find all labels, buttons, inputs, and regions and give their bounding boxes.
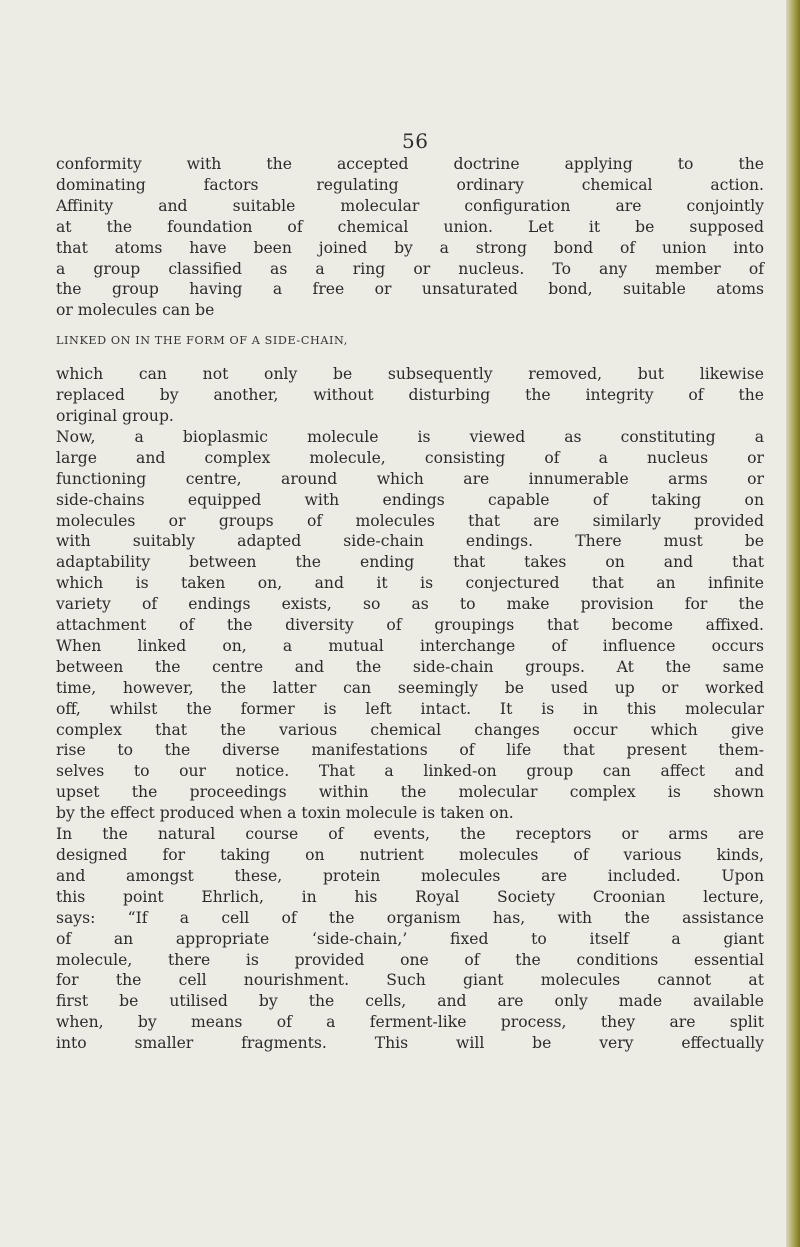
- paragraph-1: [56, 154, 764, 321]
- text-line: large and complex molecule, consisting of a nucleus or: [56, 448, 764, 467]
- text-line: first be utilised by the cells, and are only made available: [56, 992, 764, 1011]
- text-line: complex that the various chemical changes occur which give: [56, 720, 764, 739]
- text-line: when, by means of a ferment-like process, they are split: [56, 1013, 764, 1032]
- text-line: with suitably adapted side-chain endings. There must be: [56, 532, 764, 551]
- text-line: Affinity and suitable molecular configuration are conjointly: [56, 196, 764, 215]
- text-line: which is taken on, and it is conjectured that an infinite: [56, 574, 764, 593]
- text-line: selves to our notice. That a linked-on group can affect and: [56, 762, 764, 781]
- text-line: or molecules can be: [56, 301, 215, 320]
- page-edge: [786, 0, 800, 1247]
- text-line: of an appropriate ‘side-chain,’ fixed to itself a giant: [56, 929, 764, 948]
- text-line: adaptability between the ending that takes on and that: [56, 553, 764, 572]
- text-line: for the cell nourishment. Such giant molecules cannot at: [56, 971, 764, 990]
- text-line: says: “If a cell of the organism has, with the assistance: [56, 908, 764, 927]
- body-text: [56, 154, 764, 1054]
- text-line: variety of endings exists, so as to make provision for the: [56, 595, 764, 614]
- text-line: functioning centre, around which are innumerable arms or: [56, 469, 764, 488]
- text-line: molecule, there is provided one of the conditions essential: [56, 950, 764, 969]
- text-line: into smaller fragments. This will be very effectually: [56, 1034, 764, 1053]
- text-line: conformity with the accepted doctrine applying to the: [56, 155, 764, 173]
- text-line: by the effect produced when a toxin molecule is taken on.: [56, 804, 514, 823]
- text-line: In the natural course of events, the receptors or arms are: [56, 825, 764, 844]
- text-line: rise to the diverse manifestations of life that present them-: [56, 741, 764, 760]
- text-line: a group classified as a ring or nucleus. To any member of: [56, 259, 764, 278]
- paragraph-2: [56, 427, 764, 824]
- text-line: dominating factors regulating ordinary chemical action.: [56, 175, 764, 194]
- text-line: When linked on, a mutual interchange of influence occurs: [56, 636, 764, 655]
- text-line: this point Ehrlich, in his Royal Society Croonian lecture,: [56, 887, 764, 906]
- section-heading: LINKED ON IN THE FORM OF A SIDE-CHAIN,: [56, 334, 348, 348]
- text-line: at the foundation of chemical union. Let it be supposed: [56, 217, 764, 236]
- text-line: molecules or groups of molecules that are similarly provided: [56, 511, 764, 530]
- text-line: upset the proceedings within the molecular complex is shown: [56, 783, 764, 802]
- text-line: Now, a bioplasmic molecule is viewed as constituting a: [56, 427, 764, 446]
- text-line: which can not only be subsequently removed, but likewise: [56, 365, 764, 384]
- text-line: side-chains equipped with endings capable of taking on: [56, 490, 764, 509]
- paragraph-1-continued: [56, 364, 764, 427]
- text-line: replaced by another, without disturbing the integrity of the: [56, 386, 764, 405]
- text-line: original group.: [56, 406, 174, 425]
- text-line: designed for taking on nutrient molecules of various kinds,: [56, 846, 764, 864]
- text-line: between the centre and the side-chain groups. At the same: [56, 657, 764, 676]
- text-line: and amongst these, protein molecules are included. Upon: [56, 866, 764, 885]
- text-line: attachment of the diversity of groupings that become affixed.: [56, 616, 764, 635]
- text-line: off, whilst the former is left intact. It is in this molecular: [56, 699, 764, 718]
- paragraph-3: [56, 824, 764, 1054]
- text-line: time, however, the latter can seemingly be used up or worked: [56, 678, 764, 697]
- text-line: that atoms have been joined by a strong bond of union into: [56, 238, 764, 257]
- page-number: 56: [402, 129, 429, 153]
- text-line: the group having a free or unsaturated bond, suitable atoms: [56, 280, 764, 299]
